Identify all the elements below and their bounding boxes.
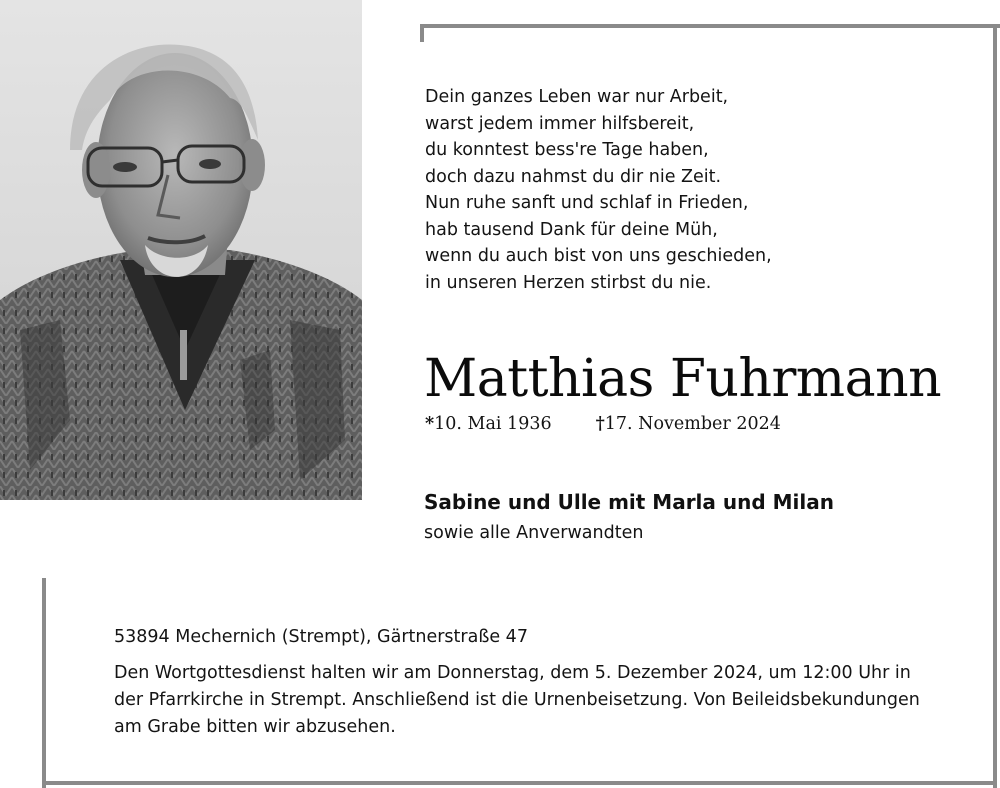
frame-right-border — [993, 24, 997, 788]
life-dates — [425, 412, 781, 436]
death-cross-icon: † — [595, 414, 605, 434]
poem-line: warst jedem immer hilfsbereit, — [425, 113, 695, 134]
frame-bottom-border — [42, 781, 997, 785]
frame-top-border — [420, 24, 1000, 28]
birth-star-icon: * — [425, 414, 435, 434]
deceased-name: Matthias Fuhrmann — [424, 349, 942, 409]
portrait-photo — [0, 0, 362, 500]
service-line: Den Wortgottesdienst halten wir am Donnerstag, dem 5. Dezember 2024, um 12:00 Uhr in — [114, 663, 911, 683]
address: 53894 Mechernich (Strempt), Gärtnerstraße 47 — [114, 627, 528, 647]
frame-left-border — [42, 578, 46, 788]
poem-line: wenn du auch bist von uns geschieden, — [425, 246, 772, 266]
poem-line: du konntest bess're Tage haben, — [425, 140, 709, 160]
poem-line: doch dazu nahmst du dir nie Zeit. — [425, 166, 722, 187]
memorial-poem — [425, 84, 945, 296]
service-info — [114, 660, 974, 741]
service-line: der Pfarrkirche in Strempt. Anschließend ist die Urnenbeisetzung. Von Beileidsbekundungen — [114, 690, 920, 710]
frame-top-left-tick — [420, 24, 424, 42]
poem-line: Dein ganzes Leben war nur Arbeit, — [425, 87, 729, 107]
mourning-family: Sabine und Ulle mit Marla und Milan — [424, 490, 834, 514]
poem-line: Nun ruhe sanft und schlaf in Frieden, — [425, 193, 749, 213]
poem-line: hab tausend Dank für deine Müh, — [425, 219, 718, 240]
birth-date: 10. Mai 1936 — [434, 414, 552, 434]
death-date: 17. November 2024 — [604, 414, 781, 434]
service-line: am Grabe bitten wir abzusehen. — [114, 717, 396, 737]
poem-line: in unseren Herzen stirbst du nie. — [425, 272, 712, 293]
mourning-relatives: sowie alle Anverwandten — [424, 523, 644, 543]
